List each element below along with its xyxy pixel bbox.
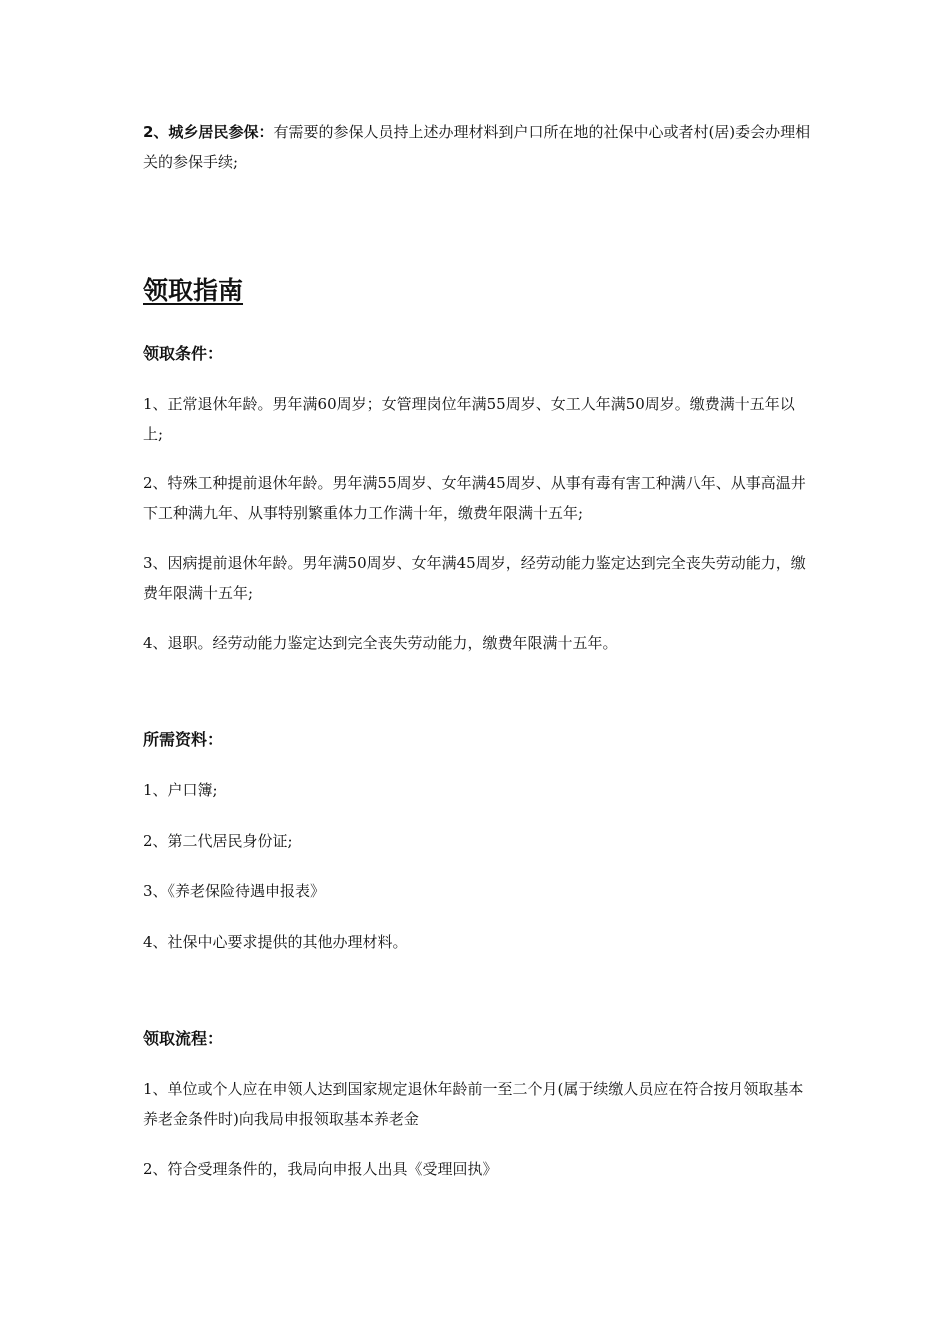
intro-label: 2、城乡居民参保： <box>143 123 274 141</box>
conditions-heading: 领取条件： <box>143 344 224 363</box>
section-title: 领取指南 <box>143 276 244 305</box>
intro-text: 有需要的参保人员持上述办理材料到户口所在地的社保中心或者村(居)委会办理相关的参保手续; <box>143 123 811 171</box>
intro-paragraph <box>143 117 811 177</box>
materials-item-1: 1、户口簿; <box>143 781 218 799</box>
process-item-2: 2、符合受理条件的，我局向申报人出具《受理回执》 <box>143 1160 498 1178</box>
conditions-item-4: 4、退职。经劳动能力鉴定达到完全丧失劳动能力，缴费年限满十五年。 <box>143 634 618 652</box>
conditions-item-1: 1、正常退休年龄。男年满60周岁；女管理岗位年满55周岁、女工人年满50周岁。缴费满十五年以上; <box>143 395 795 443</box>
conditions-item-3: 3、因病提前退休年龄。男年满50周岁、女年满45周岁，经劳动能力鉴定达到完全丧失劳动能力，缴费年限满十五年; <box>143 554 806 602</box>
materials-item-4: 4、社保中心要求提供的其他办理材料。 <box>143 933 408 951</box>
conditions-item-2: 2、特殊工种提前退休年龄。男年满55周岁、女年满45周岁、从事有毒有害工种满八年、从事高温井下工种满九年、从事特别繁重体力工作满十年，缴费年限满十五年; <box>143 474 806 522</box>
process-heading: 领取流程： <box>143 1029 224 1048</box>
materials-heading: 所需资料： <box>143 730 224 749</box>
process-item-1: 1、单位或个人应在申领人达到国家规定退休年龄前一至二个月(属于续缴人员应在符合按月领取基本养老金条件时)向我局申报领取基本养老金 <box>143 1080 804 1128</box>
materials-item-3: 3、《养老保险待遇申报表》 <box>143 882 326 900</box>
materials-item-2: 2、第二代居民身份证; <box>143 832 293 850</box>
